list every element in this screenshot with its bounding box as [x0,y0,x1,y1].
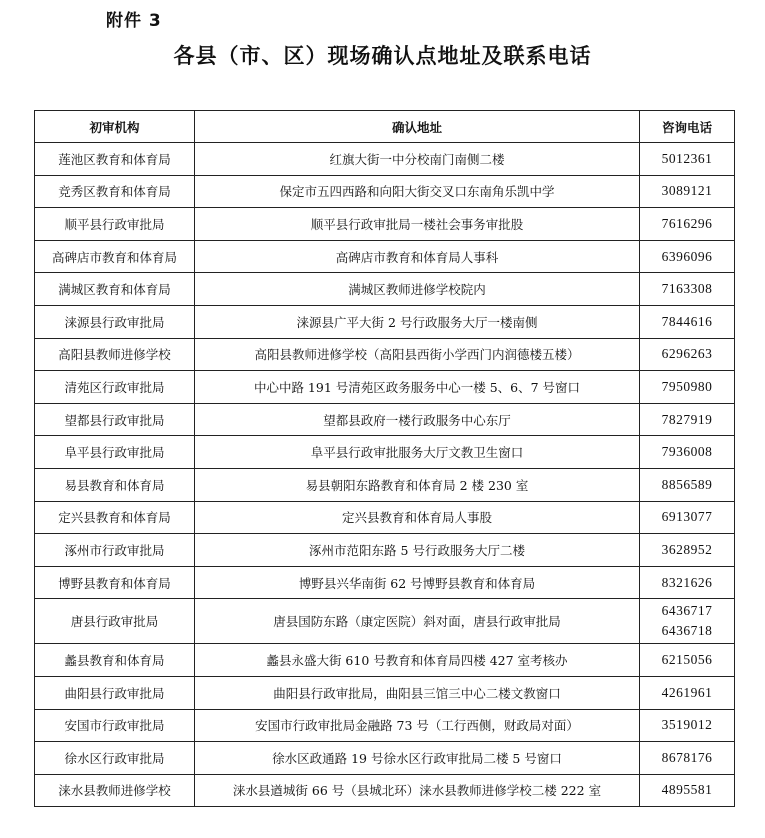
table-row [35,143,735,176]
cell-phone [640,534,735,567]
table-header-row [35,111,735,143]
cell-address: 中心中路 191 号清苑区政务服务中心一楼 5、6、7 号窗口 [195,371,640,404]
cell-phone [640,742,735,775]
cell-phone [640,371,735,404]
cell-org: 清苑区行政审批局 [35,371,195,404]
cell-phone [640,305,735,338]
cell-org: 高碑店市教育和体育局 [35,240,195,273]
phone-number: 7163308 [661,281,713,297]
cell-org: 莲池区教育和体育局 [35,143,195,176]
cell-address: 博野县兴华南街 62 号博野县教育和体育局 [195,566,640,599]
cell-address: 高碑店市教育和体育局人事科 [195,240,640,273]
phone-number: 6436717 [661,603,713,619]
cell-phone [640,644,735,677]
phone-number: 6396096 [661,248,713,264]
phone-number: 4261961 [661,684,713,700]
table-row [35,338,735,371]
cell-address: 徐水区政通路 19 号徐水区行政审批局二楼 5 号窗口 [195,742,640,775]
column-header-org: 初审机构 [35,111,195,143]
cell-phone [640,436,735,469]
cell-org: 易县教育和体育局 [35,468,195,501]
table-row [35,644,735,677]
cell-address: 保定市五四西路和向阳大街交叉口东南角乐凯中学 [195,175,640,208]
table-row [35,175,735,208]
phone-number: 7936008 [661,444,713,460]
phone-number: 3519012 [661,717,713,733]
cell-org: 定兴县教育和体育局 [35,501,195,534]
cell-address: 涞源县广平大街 2 号行政服务大厅一楼南侧 [195,305,640,338]
phone-number: 6296263 [661,346,713,362]
phone-number: 7844616 [661,313,713,329]
cell-org: 顺平县行政审批局 [35,208,195,241]
column-header-address: 确认地址 [195,111,640,143]
phone-number: 7950980 [661,378,713,394]
phone-number: 8678176 [661,749,713,765]
cell-phone [640,676,735,709]
table-row [35,534,735,567]
cell-org: 涞源县行政审批局 [35,305,195,338]
cell-org: 唐县行政审批局 [35,599,195,644]
cell-address: 定兴县教育和体育局人事股 [195,501,640,534]
cell-address: 顺平县行政审批局一楼社会事务审批股 [195,208,640,241]
cell-address: 阜平县行政审批服务大厅文教卫生窗口 [195,436,640,469]
cell-org: 满城区教育和体育局 [35,273,195,306]
phone-number: 8321626 [661,574,713,590]
cell-address: 涞水县遒城街 66 号（县城北环）涞水县教师进修学校二楼 222 室 [195,774,640,807]
cell-address: 安国市行政审批局金融路 73 号（工行西侧，财政局对面） [195,709,640,742]
table-row [35,305,735,338]
phone-number: 6215056 [661,652,713,668]
cell-address: 唐县国防东路（康定医院）斜对面，唐县行政审批局 [195,599,640,644]
cell-address: 望都县政府一楼行政服务中心东厅 [195,403,640,436]
cell-org: 涞水县教师进修学校 [35,774,195,807]
table-row [35,371,735,404]
cell-phone [640,175,735,208]
table-row [35,501,735,534]
table-row [35,566,735,599]
cell-phone [640,501,735,534]
table-row [35,599,735,644]
phone-number: 7616296 [661,215,713,231]
cell-org: 望都县行政审批局 [35,403,195,436]
phone-number: 6913077 [661,509,713,525]
cell-org: 阜平县行政审批局 [35,436,195,469]
phone-number: 5012361 [661,150,713,166]
cell-phone [640,709,735,742]
table-row [35,742,735,775]
page-title: 各县（市、区）现场确认点地址及联系电话 [173,44,592,68]
table-row [35,403,735,436]
cell-address: 易县朝阳东路教育和体育局 2 楼 230 室 [195,468,640,501]
table-row [35,273,735,306]
cell-org: 徐水区行政审批局 [35,742,195,775]
column-header-phone: 咨询电话 [640,111,735,143]
contact-table [34,110,735,807]
table-row [35,774,735,807]
cell-phone [640,468,735,501]
phone-number: 3089121 [661,183,713,199]
cell-phone [640,774,735,807]
phone-number: 8856589 [661,476,713,492]
cell-phone [640,403,735,436]
cell-address: 红旗大街一中分校南门南侧二楼 [195,143,640,176]
table-row [35,676,735,709]
table-body [35,143,735,807]
cell-phone [640,273,735,306]
phone-number: 6436718 [661,623,713,639]
cell-org: 曲阳县行政审批局 [35,676,195,709]
phone-number: 3628952 [661,541,713,557]
phone-number: 4895581 [661,782,713,798]
cell-address: 高阳县教师进修学校（高阳县西街小学西门内润德楼五楼） [195,338,640,371]
cell-phone [640,240,735,273]
cell-phone [640,566,735,599]
cell-org: 蠡县教育和体育局 [35,644,195,677]
cell-org: 安国市行政审批局 [35,709,195,742]
table-row [35,468,735,501]
cell-address: 满城区教师进修学校院内 [195,273,640,306]
cell-org: 博野县教育和体育局 [35,566,195,599]
attachment-label: 附件 3 [106,11,162,31]
cell-address: 涿州市范阳东路 5 号行政服务大厅二楼 [195,534,640,567]
table-row [35,240,735,273]
cell-phone [640,143,735,176]
cell-phone [640,338,735,371]
table-row [35,436,735,469]
cell-address: 曲阳县行政审批局，曲阳县三馆三中心二楼文教窗口 [195,676,640,709]
cell-org: 高阳县教师进修学校 [35,338,195,371]
cell-org: 竞秀区教育和体育局 [35,175,195,208]
phone-number: 7827919 [661,411,713,427]
cell-phone [640,208,735,241]
cell-phone [640,599,735,644]
table-row [35,709,735,742]
table-row [35,208,735,241]
cell-address: 蠡县永盛大街 610 号教育和体育局四楼 427 室考核办 [195,644,640,677]
cell-org: 涿州市行政审批局 [35,534,195,567]
